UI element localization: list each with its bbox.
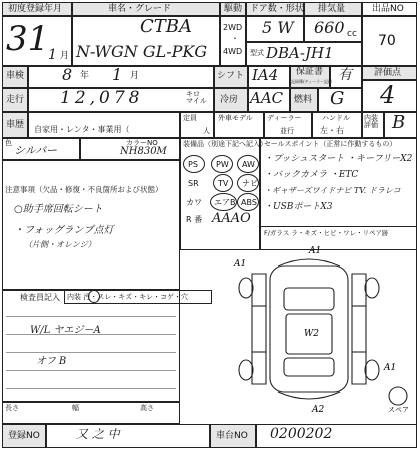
model-label: 型式 bbox=[250, 49, 264, 57]
color-label: 色 bbox=[5, 139, 12, 147]
equip-aw: AW bbox=[242, 160, 255, 169]
inspector-legend: 内装 汚・スレ・キズ・キレ・コゲ・穴 bbox=[67, 293, 189, 301]
equip-aw-circle bbox=[237, 155, 259, 173]
shift-label: シフト bbox=[217, 71, 245, 81]
dealer-label: ディーラー bbox=[267, 114, 302, 122]
rating-value: 4 bbox=[380, 81, 396, 109]
first-reg-year: 31 bbox=[6, 19, 50, 59]
first-reg-month-unit: 月 bbox=[60, 51, 70, 61]
equip-ps: PS bbox=[188, 160, 198, 169]
import-label: 外車モデル bbox=[218, 114, 253, 122]
color-value: シルバー bbox=[14, 144, 57, 157]
handle-opts: 左・右 bbox=[320, 126, 344, 135]
equip-bottom-options: F/ガラス ラ・キズ・ヒビ・ワレ・リペア跡 bbox=[264, 229, 389, 237]
inspection-year-unit: 年 bbox=[80, 71, 90, 81]
reg-no-value: 又 之 中 bbox=[76, 427, 120, 441]
capacity-label: 定員 bbox=[183, 114, 197, 122]
drive-2wd: 2WD bbox=[223, 23, 243, 32]
inspection-month: 1 bbox=[112, 65, 123, 84]
equip-r-value: AAAO bbox=[212, 211, 251, 226]
mark-left: A1 bbox=[234, 259, 247, 269]
colorno-value: NH830M bbox=[120, 146, 167, 157]
handle-label: ハンドル bbox=[322, 114, 350, 122]
lot-label: 出品NO bbox=[372, 4, 404, 14]
chassis-label: 車台NO bbox=[216, 431, 248, 441]
equip-pw: PW bbox=[216, 160, 229, 169]
reg-no-label: 登録NO bbox=[8, 431, 40, 441]
lot-value: 70 bbox=[378, 33, 396, 49]
equip-airbag-circle bbox=[210, 193, 237, 211]
first-reg-month: 1 bbox=[48, 47, 57, 63]
drive-4wd: 4WD bbox=[223, 47, 243, 56]
colorno-label: カラーNO bbox=[126, 139, 158, 147]
legend-stain-circle bbox=[88, 290, 100, 303]
shift-value: IA4 bbox=[252, 66, 279, 84]
equip-tv-circle bbox=[213, 174, 233, 192]
fuel-label: 燃料 bbox=[294, 95, 313, 105]
fuel-value: G bbox=[330, 88, 345, 109]
model-value: DBA-JH1 bbox=[266, 44, 334, 62]
equip-airbag: エアB bbox=[214, 198, 236, 207]
car-name-value: CTBA bbox=[140, 16, 193, 37]
interior-value: B bbox=[392, 112, 406, 133]
mark-rear: A2 bbox=[312, 405, 325, 414]
displacement-value: 660 bbox=[314, 18, 345, 37]
sales-point-2: ・バックカメラ ・ETC bbox=[264, 170, 359, 180]
displacement-label: 排気量 bbox=[318, 4, 346, 14]
notes-line-2: ・フォッグランプ点灯 bbox=[14, 225, 114, 236]
inspector-rule-5 bbox=[6, 388, 176, 389]
ac-label: 冷房 bbox=[220, 95, 239, 105]
inspector-rule-4 bbox=[6, 370, 176, 371]
notes-line-1: ○助手席回転シート bbox=[14, 204, 103, 215]
interior-label: 内装 評価 bbox=[364, 114, 378, 129]
sales-title: セールスポイント（正常に作動するもの） bbox=[264, 140, 397, 148]
warranty-sub: 記録簿/ディーラー記録 bbox=[291, 79, 333, 84]
history-label: 車歴 bbox=[6, 120, 25, 130]
length-label: 長さ bbox=[5, 404, 19, 412]
equip-abs-circle bbox=[237, 193, 259, 211]
inspector-rule-1 bbox=[6, 316, 176, 317]
drive-dot: ・ bbox=[231, 34, 239, 43]
mileage-label: 走行 bbox=[6, 95, 25, 105]
inspector-line-2: オフ B bbox=[36, 356, 67, 367]
mileage-unit: キロ マイル bbox=[186, 90, 207, 105]
notes-line-3: （片側・オレンジ） bbox=[24, 240, 96, 249]
equip-navi-circle bbox=[237, 174, 259, 192]
car-outline bbox=[239, 259, 407, 405]
ac-value: AAC bbox=[250, 89, 284, 107]
sales-point-3: ・ギャザーズワイドナビ TV. ドラレコ bbox=[264, 186, 401, 195]
warranty-value: 有 bbox=[338, 67, 352, 83]
equipment-title: 装備品（別途下記へ記入） bbox=[183, 140, 267, 148]
sales-point-4: ・USBポートX3 bbox=[264, 202, 333, 212]
reg-no-cell bbox=[46, 424, 210, 448]
history-options: 自家用・レンタ・事業用（ bbox=[34, 125, 130, 134]
sales-point-1: ・プッシュスタート ・キーフリーX2 bbox=[264, 154, 413, 164]
car-name-label: 車名・グレード bbox=[108, 4, 172, 14]
warranty-label: 保証書 bbox=[296, 67, 324, 77]
inspection-year: 8 bbox=[62, 65, 73, 84]
inspection-label: 車検 bbox=[6, 71, 25, 81]
mark-right: A1 bbox=[384, 363, 397, 373]
doors-label: ドア数・形状 bbox=[250, 4, 304, 14]
equip-navi: ナビ bbox=[242, 179, 258, 188]
height-label: 高さ bbox=[140, 404, 154, 412]
equip-tv: TV bbox=[218, 179, 229, 188]
doors-value: 5 W bbox=[262, 18, 294, 37]
equip-ps-circle bbox=[183, 155, 205, 173]
car-diagram bbox=[212, 244, 417, 414]
dealer-sub: 並行 bbox=[280, 127, 294, 135]
mark-front: A1 bbox=[309, 246, 322, 256]
drive-label: 駆動 bbox=[224, 4, 243, 14]
equip-abs: ABS bbox=[241, 198, 257, 207]
inspector-line-1: W/L ヤエジーA bbox=[30, 325, 101, 336]
equip-pw-circle bbox=[211, 155, 233, 173]
equip-leather: カワ bbox=[186, 198, 202, 207]
equip-r-label: R 番 bbox=[186, 215, 203, 224]
displacement-unit: cc bbox=[347, 29, 357, 39]
inspection-month-unit: 月 bbox=[130, 71, 140, 81]
first-reg-label: 初度登録年月 bbox=[8, 4, 63, 14]
mileage-value: 12,078 bbox=[60, 88, 144, 108]
grade-value: N-WGN GL-PKG bbox=[76, 42, 208, 61]
rating-label: 評価点 bbox=[374, 68, 402, 78]
inspector-label: 検査員記入 bbox=[20, 293, 60, 302]
inspector-block bbox=[2, 290, 180, 402]
mark-roof: W2 bbox=[304, 329, 319, 339]
spare-label: スペア bbox=[388, 406, 409, 414]
equip-sr: SR bbox=[188, 179, 199, 188]
width-label: 幅 bbox=[72, 404, 79, 412]
inspector-rule-3 bbox=[6, 352, 176, 353]
capacity-unit: 人 bbox=[203, 127, 210, 135]
chassis-value: 0200202 bbox=[270, 426, 333, 442]
notes-title: 注意事項（欠品・修復・不良箇所および状態） bbox=[5, 185, 163, 194]
